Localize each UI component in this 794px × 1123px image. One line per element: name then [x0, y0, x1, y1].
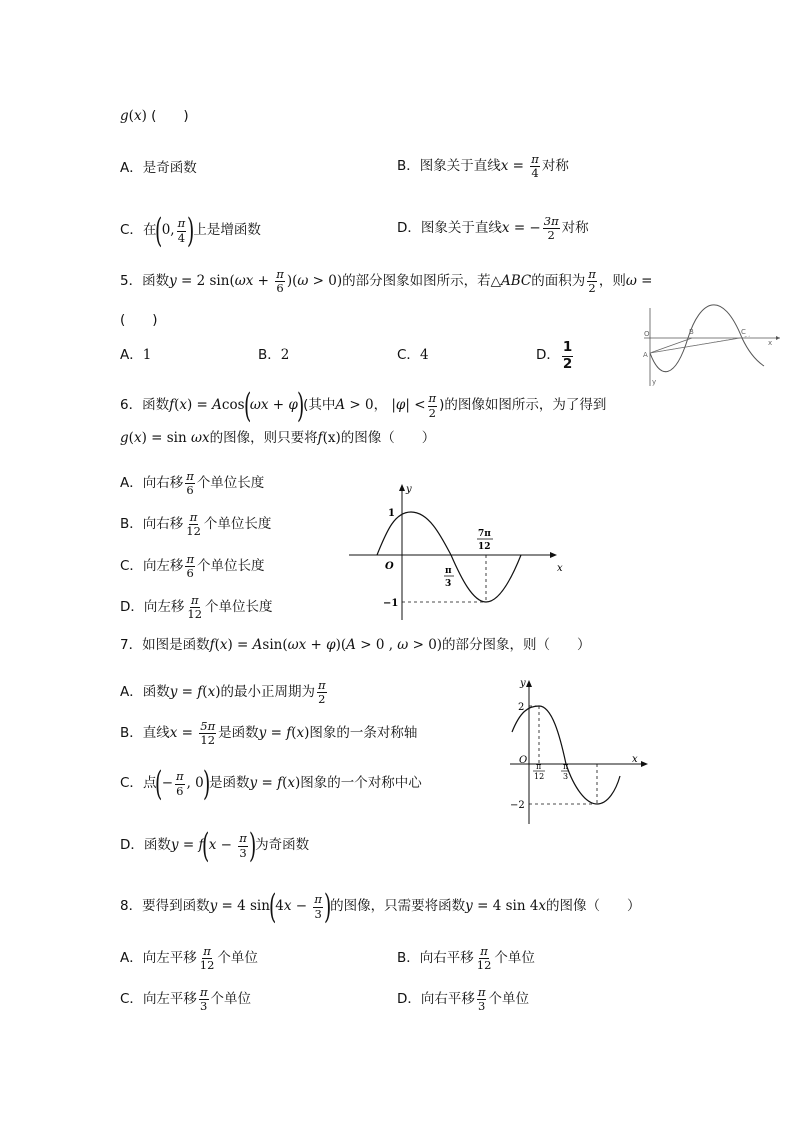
q6-stem-line2: g ( x ) = sin ωx 的图像，则只要将 f (x) 的图像（ ） [120, 430, 436, 446]
q7-graph-label-neg-two: −2 [510, 800, 525, 811]
q8-stem: 8． 要得到函数 y = 4 sin ( 4 x − $\frac{\pi}{3}$ ) 的图像，只需要将函数 y = 4 sin 4 x 的图像（ ） [120, 887, 641, 927]
q7-graph [498, 672, 658, 827]
q6-option-c[interactable]: C． 向左移 π 6 个单位长度 [120, 552, 265, 581]
q7-graph-tick-pi12-d: 12 [534, 772, 545, 781]
q7-stem: 7． 如图是函数 f ( x ) = A sin( ωx + φ )( A > 0 , ω > 0) 的部分图象，则（ ） [120, 637, 591, 653]
q6-graph-tick-7pi12-n: 7π [478, 529, 491, 539]
q5-graph-point-c: C [741, 328, 746, 336]
q5-answer-paren: ( ) [120, 312, 158, 328]
q4-option-c[interactable]: C． 在 ( 0, π 4 ) 上是增函数 [120, 211, 261, 251]
q6-graph-y-label: y [406, 484, 412, 495]
q8-option-c[interactable]: C． 向左平移 π 3 个单位 [120, 985, 251, 1014]
q4-stem-tail: g ( x ) ( ) [120, 108, 189, 124]
q7-graph-x-label: x [632, 754, 638, 765]
q5-option-d[interactable]: D． 1 2 [536, 339, 573, 372]
q5-graph-x-label: x [768, 339, 773, 347]
q8-option-b[interactable]: B． 向右平移 π 12 个单位 [397, 944, 535, 973]
q6-stem-line1: 6． 函数 f ( x ) = A cos ( ωx + φ ) (其中 A > 0 ， | φ | < π 2 )的图像如图所示，为了得到 [120, 386, 607, 426]
q6-graph-label-neg-one: −1 [383, 598, 399, 609]
q5-graph-point-a: A [643, 351, 648, 359]
q7-graph-tick-pi3-d: 3 [563, 772, 569, 781]
q7-option-c[interactable]: C． 点 ( − $\frac{\pi}{6}$ , 0 ) 是函数 y = f ( x ) 图象的一个对称中心 [120, 764, 422, 804]
q6-option-b[interactable]: B． 向右移 π 12 个单位长度 [120, 510, 272, 539]
q6-graph [345, 478, 570, 623]
q7-graph-label-two: 2 [518, 702, 525, 713]
q5-option-c[interactable]: C． 4 [397, 347, 429, 363]
q7-option-d[interactable]: D． 函数 y = f ( x − $\frac{\pi}{3}$ ) 为奇函数 [120, 826, 310, 866]
q7-option-b[interactable]: B． 直线 x = $\frac{5\pi}{12}$ 是函数 y = f ( x ) 图象的一条对称轴 [120, 719, 418, 748]
q5-graph [640, 300, 785, 390]
q6-graph-label-one: 1 [388, 508, 395, 519]
q7-option-a[interactable]: A． 函数 y = f ( x ) 的最小正周期为 π 2 [120, 678, 326, 707]
q4-option-d[interactable]: D． 图象关于直线 x = − $\frac{3\pi}{2}$ 对称 [397, 214, 589, 243]
q5-graph-origin: O [644, 330, 650, 338]
q5-option-a[interactable]: A． 1 [120, 347, 152, 363]
q6-graph-tick-pi3-n: π [445, 566, 452, 576]
q8-option-a[interactable]: A． 向左平移 π 12 个单位 [120, 944, 258, 973]
q5-option-b[interactable]: B． 2 [258, 347, 290, 363]
q5-graph-point-b: B [689, 328, 694, 336]
q6-graph-tick-pi3-d: 3 [445, 579, 452, 589]
q8-option-d[interactable]: D． 向右平移 π 3 个单位 [397, 985, 529, 1014]
q7-graph-y-label: y [520, 678, 526, 689]
q6-graph-tick-7pi12-d: 12 [478, 542, 491, 552]
q5-stem: 5． 函数 y = 2 sin( ωx + $\frac{\pi}{6}$ )( ω > 0) 的部分图象如图所示，若 △ ABC 的面积为 π 2 ，则 ω = [120, 267, 653, 296]
q6-graph-origin: O [385, 561, 394, 572]
q6-option-a[interactable]: A． 向右移 π 6 个单位长度 [120, 469, 265, 498]
q6-option-d[interactable]: D． 向左移 π 12 个单位长度 [120, 593, 273, 622]
q7-graph-tick-pi3-n: π [563, 762, 569, 771]
q4-option-a[interactable]: A． 是奇函数 [120, 160, 197, 176]
q6-graph-x-label: x [557, 563, 563, 574]
q7-graph-origin: O [519, 755, 528, 766]
q4-option-b[interactable]: B． 图象关于直线 x = $\frac{\pi}{4}$ 对称 [397, 152, 569, 181]
q7-graph-tick-pi12-n: π [536, 762, 542, 771]
q5-graph-y-label: y [652, 378, 657, 386]
